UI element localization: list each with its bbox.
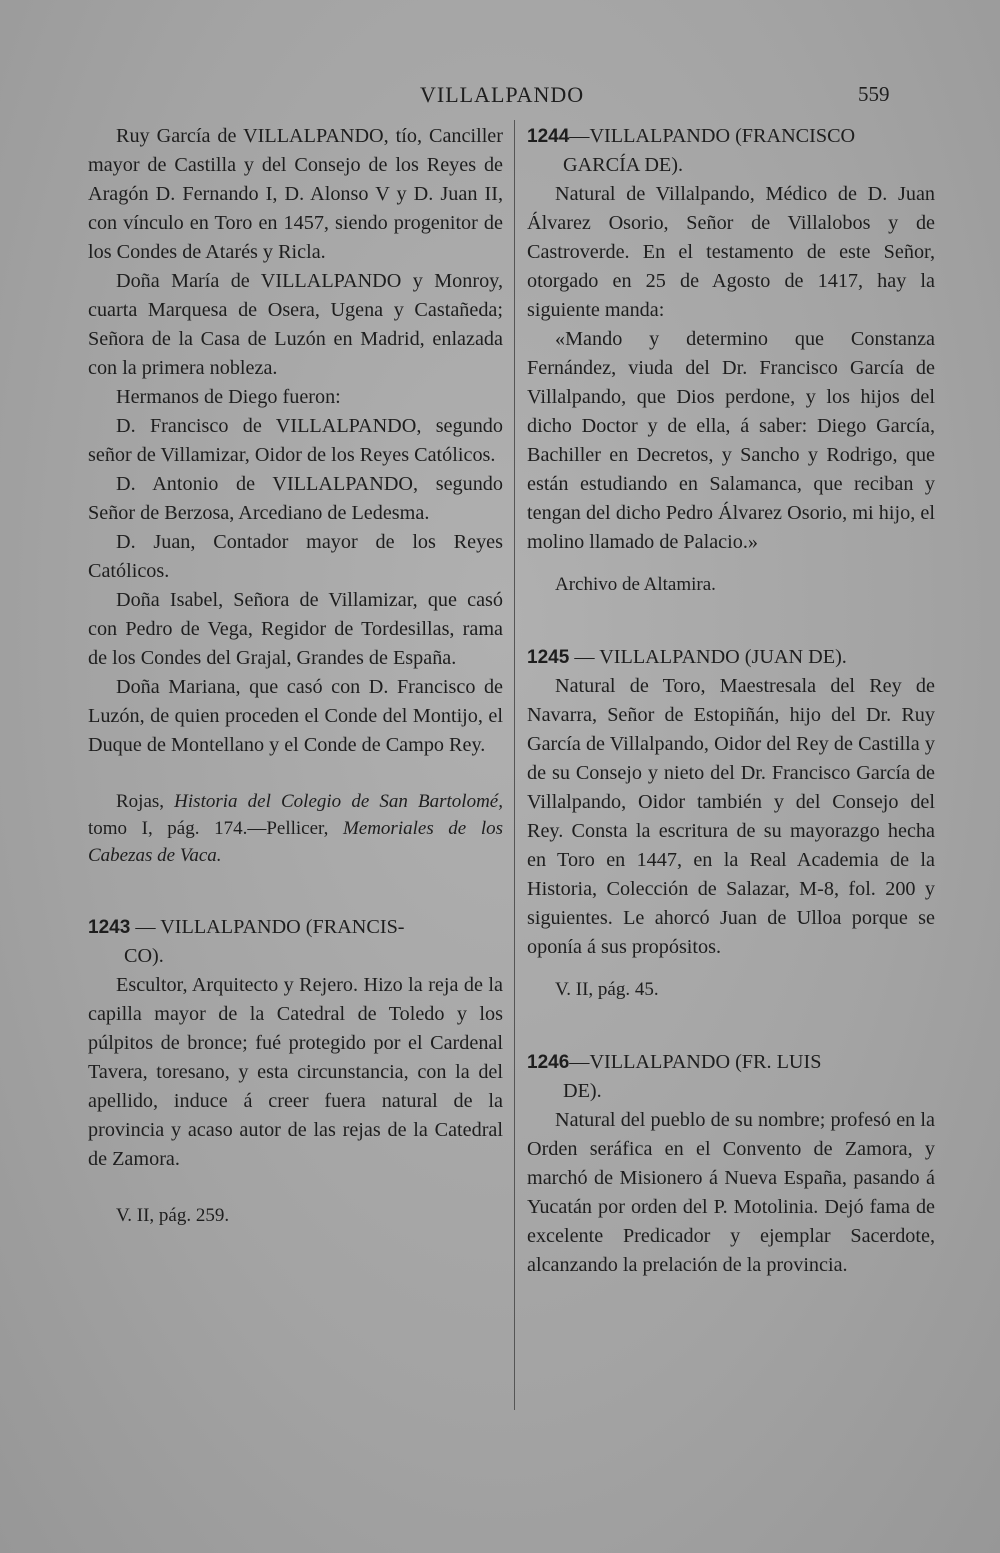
entry-1246-heading [527, 1048, 935, 1077]
entry-1243-text: Escultor, Arquitecto y Rejero. Hizo la reja de la capilla mayor de la Catedral de Toledo y los púlpitos de bronce; fué protegido por el Cardenal Tavera, toresano, y esta circunstancia, con la del apellido, induce á creer fuera natural de la provincia y acaso autor de las rejas de la Catedral de Zamora. [88, 974, 503, 1170]
paragraph-juan: D. Juan, Contador mayor de los Reyes Católicos. [88, 531, 503, 582]
running-head-title: VILLALPANDO [420, 82, 585, 107]
entry-1244-text: Natural de Villalpando, Médico de D. Juan Álvarez Osorio, Señor de Villalobos y de Castroverde. En el testamento de este Señor, otorgado en 25 de Agosto de 1417, hay la siguiente manda: [527, 183, 935, 321]
entry-1244-heading-cont: GARCÍA DE). [563, 154, 684, 176]
entry-number: 1246 [527, 1052, 570, 1073]
entry-1244-quote: «Mando y determino que Constanza Fernández, viuda del Dr. Francisco García de Villalpando, que Dios perdone, y los hijos del dicho Doctor y de ella, á saber: Diego García, Bachiller en Decretos, y Sancho y Rodrigo, que están estudiando en Salamanca, que reciban y tengan del dicho Pedro Álvarez Osorio, mi hijo, el molino llamado de Palacio.» [527, 328, 935, 553]
entry-heading-text: —VILLALPANDO (FRANCISCO [569, 125, 856, 147]
column-divider [514, 120, 515, 1410]
entry-heading-text: — VILLALPANDO (FRANCIS- [130, 916, 405, 938]
entry-1246-text: Natural del pueblo de su nombre; profesó en la Orden seráfica en el Convento de Zamora, y marchó de Misionero á Nueva España, pasando á Yucatán por orden del P. Motolinia. Dejó fama de excelente Predicador y ejemplar Sacerdote, alcanzando la prelación de la provincia. [527, 1109, 935, 1276]
citation-work-title: Historia del Colegio de San Bartolomé, [174, 791, 503, 812]
entry-number: 1243 [88, 917, 131, 938]
entry-1243-heading [88, 913, 503, 942]
entry-1245-text: Natural de Toro, Maestresala del Rey de Navarra, Señor de Estopiñán, hijo del Dr. Ruy García de Villalpando, Oidor del Rey de Castilla y de su Consejo y nieto del Dr. Francisco García de Villalpando, Oidor también y del Consejo del Rey. Consta la escritura de su mayorazgo hecha en Toro en 1447, en la Real Academia de la Historia, Colección de Salazar, M-8, fol. 200 y siguientes. Le ahorcó Juan de Ulloa porque se oponía á sus propósitos. [527, 675, 935, 958]
entry-1245-reference: V. II, pág. 45. [555, 979, 659, 1000]
page-number: 559 [858, 82, 890, 106]
citation-work-title-2: Memoriales de los Cabezas de Vaca. [88, 818, 503, 866]
entry-1243-reference: V. II, pág. 259. [116, 1205, 230, 1226]
entry-1245-heading [527, 643, 935, 672]
entry-1246-heading-cont: DE). [563, 1080, 602, 1102]
entry-heading-text: — VILLALPANDO (JUAN DE). [569, 646, 847, 668]
citation-detail: tomo I, pág. 174.—Pellicer, [88, 818, 343, 839]
paragraph-ruy-garcia: Ruy García de VILLALPANDO, tío, Canciller mayor de Castilla y del Consejo de los Reyes de Aragón D. Fernando I, D. Alonso V y D. Juan II, con vínculo en Toro en 1457, siendo progenitor de los Condes de Atarés y Ricla. [88, 125, 503, 263]
paragraph-maria: Doña María de VILLALPANDO y Monroy, cuarta Marquesa de Osera, Ugena y Castañeda; Señora de la Casa de Luzón en Madrid, enlazada con la primera nobleza. [88, 270, 503, 379]
entry-1243-heading-cont: CO). [124, 945, 164, 967]
right-column [527, 122, 935, 1280]
running-head [0, 82, 1000, 112]
entry-1244-reference: Archivo de Altamira. [555, 574, 716, 595]
left-column [88, 122, 503, 1230]
paragraph-isabel: Doña Isabel, Señora de Villamizar, que casó con Pedro de Vega, Regidor de Tordesillas, rama de los Condes del Grajal, Grandes de España. [88, 589, 503, 669]
paragraph-hermanos: Hermanos de Diego fueron: [116, 386, 341, 408]
paragraph-francisco: D. Francisco de VILLALPANDO, segundo señor de Villamizar, Oidor de los Reyes Católicos. [88, 415, 503, 466]
citation-author: Rojas, [116, 791, 175, 812]
paragraph-antonio: D. Antonio de VILLALPANDO, segundo Señor de Berzosa, Arcediano de Ledesma. [88, 473, 503, 524]
entry-number: 1245 [527, 647, 570, 668]
entry-1244-heading [527, 122, 935, 151]
source-citation [88, 788, 503, 869]
entry-number: 1244 [527, 126, 570, 147]
paragraph-mariana: Doña Mariana, que casó con D. Francisco de Luzón, de quien proceden el Conde del Montijo, el Duque de Montellano y el Conde de Campo Rey. [88, 676, 503, 756]
entry-heading-text: —VILLALPANDO (FR. LUIS [569, 1051, 822, 1073]
